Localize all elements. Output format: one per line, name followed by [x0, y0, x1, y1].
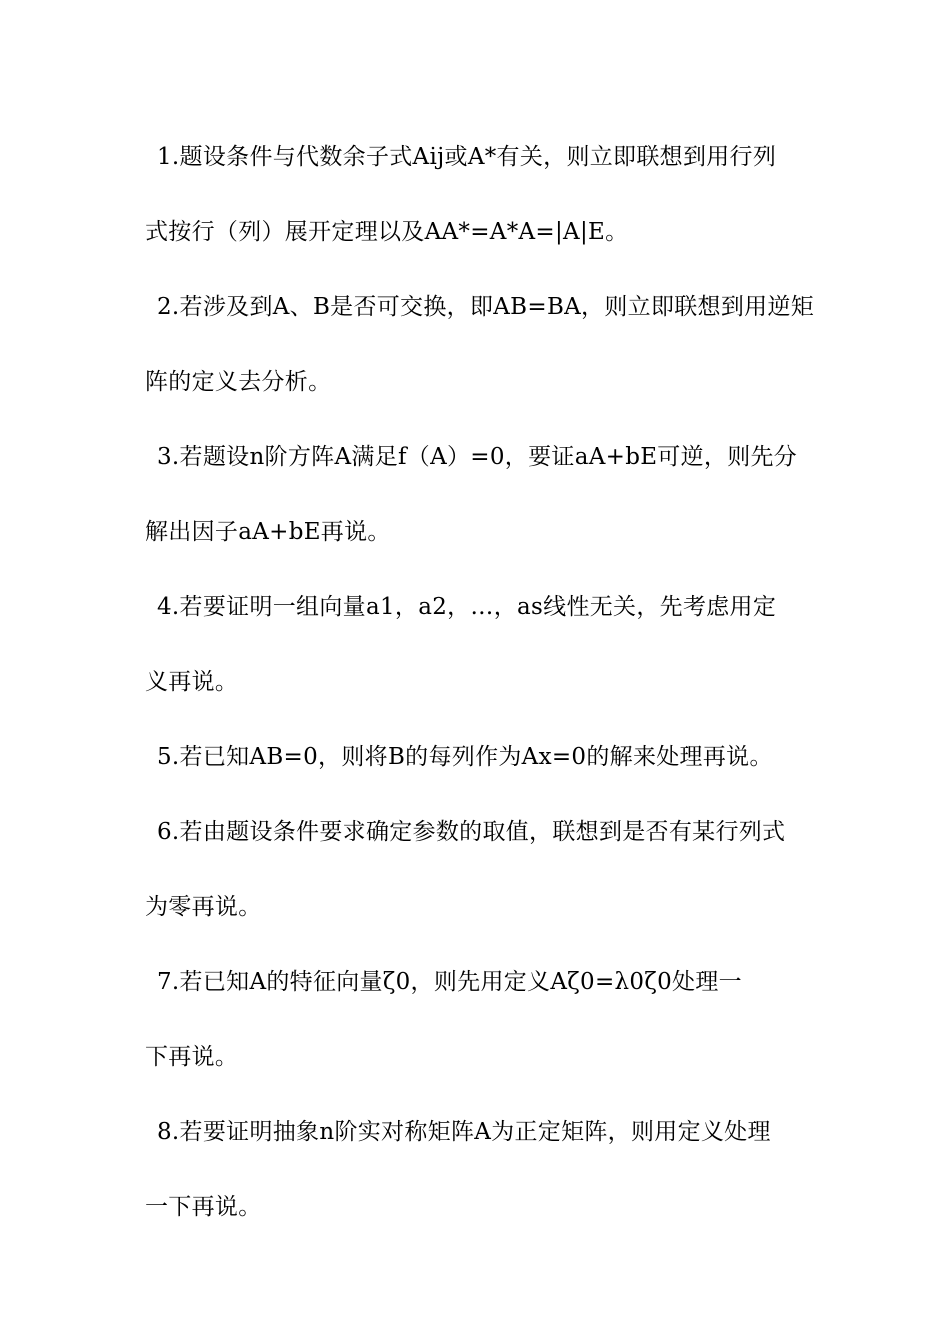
- list-item: [145, 570, 810, 720]
- list-item: [145, 945, 810, 1095]
- list-item: [145, 120, 810, 270]
- list-item: [145, 720, 810, 795]
- item-2-line-1: 2.若涉及到A、B是否可交换，即AB=BA，则立即联想到用逆矩: [157, 294, 815, 320]
- item-7-line-1: 7.若已知A的特征向量ζ0，则先用定义Aζ0=λ0ζ0处理一: [157, 969, 742, 995]
- list-item: [145, 420, 810, 570]
- item-8-line-1: 8.若要证明抽象n阶实对称矩阵A为正定矩阵，则用定义处理: [157, 1119, 771, 1145]
- item-4-line-1: 4.若要证明一组向量a1，a2，…，as线性无关，先考虑用定: [157, 594, 777, 620]
- item-4-line-2: 义再说。: [145, 669, 239, 695]
- item-8-line-2: 一下再说。: [145, 1194, 262, 1220]
- item-2-line-2: 阵的定义去分析。: [145, 369, 332, 395]
- item-5-line-1: 5.若已知AB=0，则将B的每列作为Ax=0的解来处理再说。: [157, 744, 773, 770]
- document-body: [145, 120, 815, 1245]
- item-6-line-2: 为零再说。: [145, 894, 262, 920]
- list-item: [145, 795, 810, 945]
- item-1-line-1: 1.题设条件与代数余子式Aij或A*有关，则立即联想到用行列: [157, 144, 777, 170]
- item-3-line-1: 3.若题设n阶方阵A满足f（A）=0，要证aA+bE可逆，则先分: [157, 444, 798, 470]
- item-7-line-2: 下再说。: [145, 1044, 239, 1070]
- list-item: [145, 1095, 810, 1245]
- item-6-line-1: 6.若由题设条件要求确定参数的取值，联想到是否有某行列式: [157, 819, 786, 845]
- item-3-line-2: 解出因子aA+bE再说。: [145, 519, 391, 545]
- item-1-line-2: 式按行（列）展开定理以及AA*=A*A=|A|E。: [145, 219, 629, 245]
- list-item: [145, 270, 815, 420]
